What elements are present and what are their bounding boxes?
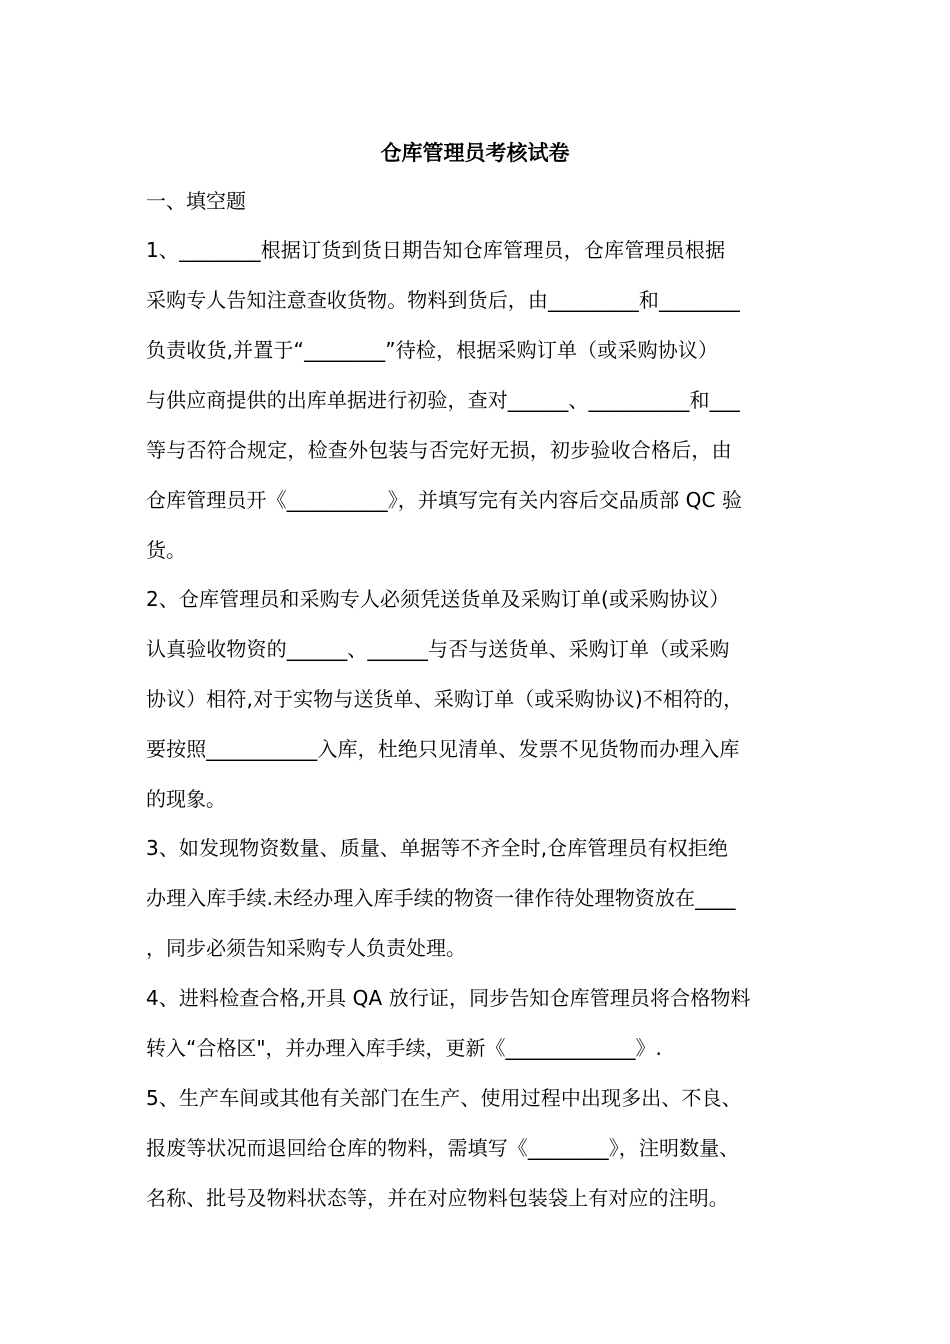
document-title: 仓库管理员考核试卷 (380, 141, 570, 165)
question-1-line-6: 仓库管理员开《__________》，并填写完有关内容后交品质部 QC 验 (146, 488, 743, 512)
question-4-line-1: 4、进料检查合格,开具 QA 放行证，同步告知仓库管理员将合格物料 (146, 986, 751, 1010)
question-2-line-5: 的现象。 (146, 787, 226, 811)
question-1-line-4: 与供应商提供的出库单据进行初验，查对______、__________和___ (146, 388, 740, 412)
question-2-line-2: 认真验收物资的______、______与否与送货单、采购订单（或采购 (146, 637, 730, 661)
question-1-line-7: 货。 (146, 538, 186, 562)
question-1-line-2: 采购专人告知注意查收货物。物料到货后，由_________和________ (146, 288, 740, 312)
question-3-line-1: 3、如发现物资数量、质量、单据等不齐全时,仓库管理员有权拒绝 (146, 836, 729, 860)
question-5-line-1: 5、生产车间或其他有关部门在生产、使用过程中出现多出、不良、 (146, 1086, 742, 1110)
question-1-line-1: 1、________根据订货到货日期告知仓库管理员，仓库管理员根据 (146, 238, 726, 262)
section-heading: 一、填空题 (146, 189, 246, 213)
question-5-line-3: 名称、批号及物料状态等，并在对应物料包装袋上有对应的注明。 (146, 1186, 729, 1210)
question-4-line-2: 转入“合格区"，并办理入库手续，更新《_____________》. (146, 1036, 662, 1060)
question-3-line-3: ，同步必须告知采购专人负责处理。 (146, 936, 466, 960)
question-2-line-3: 协议）相符,对于实物与送货单、采购订单（或采购协议)不相符的， (146, 687, 744, 711)
question-2-line-1: 2、仓库管理员和采购专人必须凭送货单及采购订单(或采购协议） (146, 587, 730, 611)
question-5-line-2: 报废等状况而退回给仓库的物料，需填写《________》，注明数量、 (146, 1136, 740, 1160)
question-2-line-4: 要按照___________入库，杜绝只见清单、发票不见货物而办理入库 (146, 737, 740, 761)
question-1-line-3: 负责收货,并置于“________”待检，根据采购订单（或采购协议） (146, 338, 719, 362)
question-3-line-2: 办理入库手续.未经办理入库手续的物资一律作待处理物资放在____ (146, 886, 736, 910)
question-1-line-5: 等与否符合规定，检查外包装与否完好无损，初步验收合格后，由 (146, 438, 732, 462)
